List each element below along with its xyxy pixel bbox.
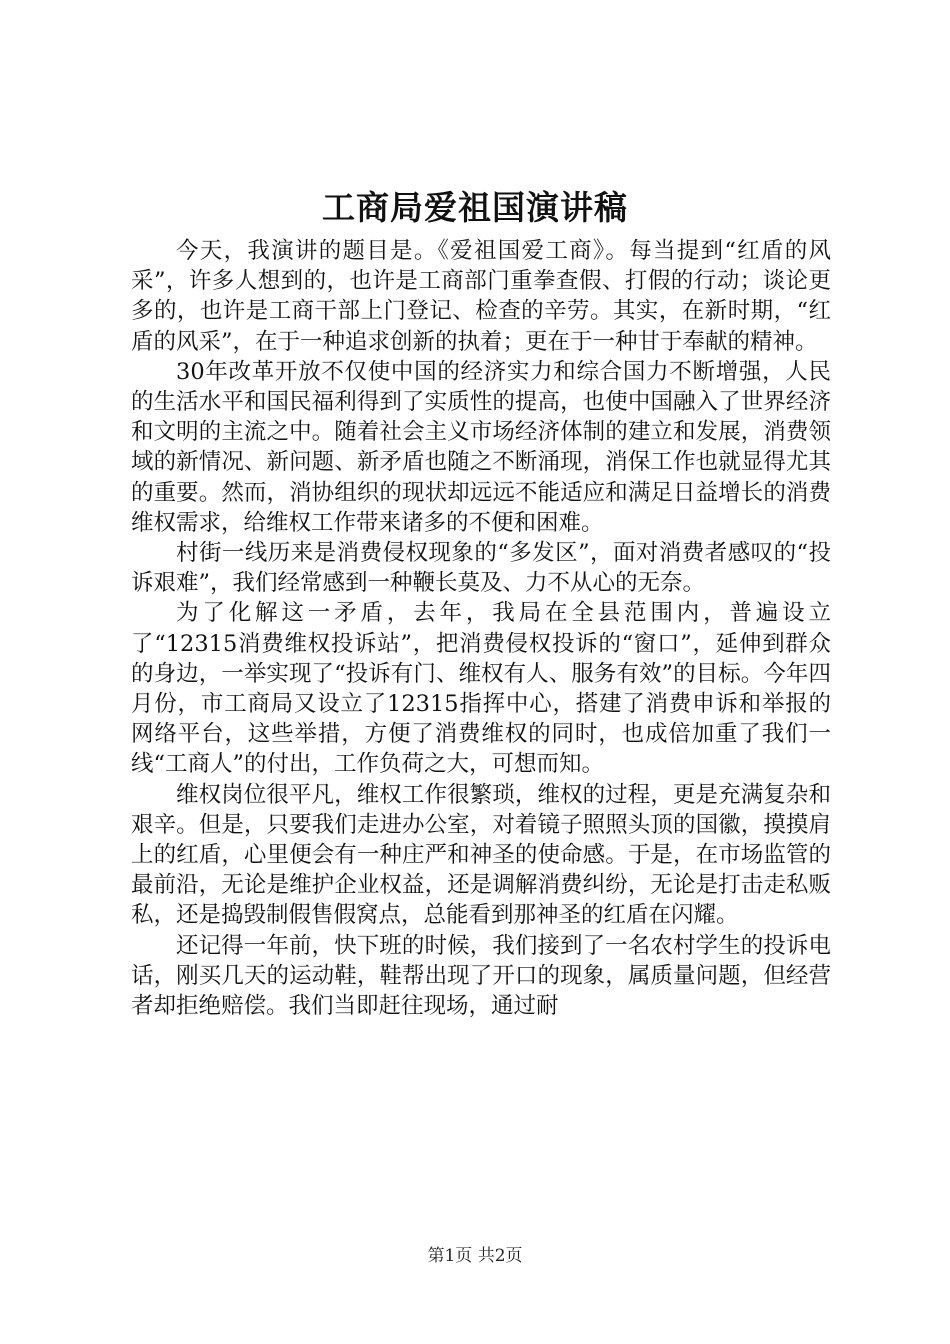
paragraph: 村街一线历来是消费侵权现象的“多发区”，面对消费者感叹的“投诉艰难”，我们经常感到一种鞭长莫及、力不从心的无奈。	[131, 540, 831, 597]
document-title: 工商局爱祖国演讲稿	[322, 188, 628, 227]
paragraph: 为了化解这一矛盾，去年，我局在全县范围内，普遍设立了“12315消费维权投诉站”，把消费侵权投诉的“窗口”，延伸到群众的身边，一举实现了“投诉有门、维权有人、服务有效”的目标。今年四月份，市工商局又设立了12315指挥中心，搭建了消费申诉和举报的网络平台，这些举措，方便了消费维权的同时，也成倍加重了我们一线“工商人”的付出，工作负荷之大，可想而知。	[131, 600, 831, 778]
page-footer: 第1页 共2页	[427, 1246, 523, 1266]
paragraph: 维权岗位很平凡，维权工作很繁琐，维权的过程，更是充满复杂和艰辛。但是，只要我们走进办公室，对着镜子照照头顶的国徽，摸摸肩上的红盾，心里便会有一种庄严和神圣的使命感。于是，在市场监管的最前沿，无论是维护企业权益，还是调解消费纠纷，无论是打击走私贩私，还是捣毁制假售假窝点，总能看到那神圣的红盾在闪耀。	[131, 781, 831, 929]
paragraph: 今天，我演讲的题目是。《爱祖国爱工商》。每当提到“红盾的风采”，许多人想到的，也许是工商部门重拳查假、打假的行动；谈论更多的，也许是工商干部上门登记、检查的辛劳。其实，在新时期，“红盾的风采”，在于一种追求创新的执着；更在于一种甘于奉献的精神。	[131, 238, 831, 355]
paragraph: 还记得一年前，快下班的时候，我们接到了一名农村学生的投诉电话，刚买几天的运动鞋，鞋帮出现了开口的现象，属质量问题，但经营者却拒绝赔偿。我们当即赶往现场，通过耐	[131, 932, 831, 1020]
paragraph: 30年改革开放不仅使中国的经济实力和综合国力不断增强，人民的生活水平和国民福利得到了实质性的提高，也使中国融入了世界经济和文明的主流之中。随着社会主义市场经济体制的建立和发展，消费领域的新情况、新问题、新矛盾也随之不断涌现，消保工作也就显得尤其的重要。然而，消协组织的现状却远远不能适应和满足日益增长的消费维权需求，给维权工作带来诸多的不便和困难。	[131, 358, 831, 536]
document-body	[131, 236, 831, 1021]
